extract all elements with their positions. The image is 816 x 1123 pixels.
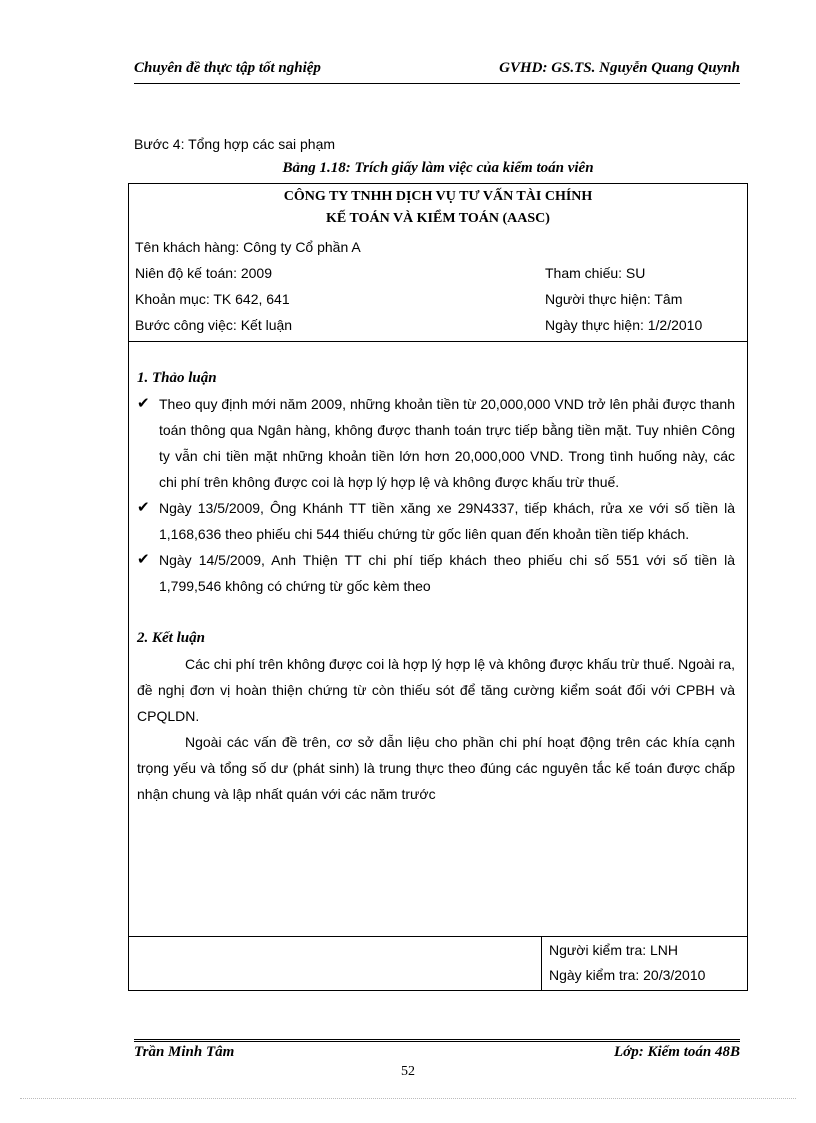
check-icon: ✔ (137, 551, 150, 568)
list-item (137, 547, 735, 599)
client-name: Tên khách hàng: Công ty Cổ phần A (135, 239, 361, 255)
company-name-line2: KẾ TOÁN VÀ KIỂM TOÁN (AASC) (326, 211, 550, 226)
page-header (134, 60, 740, 77)
info-block (135, 234, 741, 338)
author-name: Trần Minh Tâm (134, 1044, 235, 1060)
bullet-text: Ngày 14/5/2009, Anh Thiện TT chi phí tiếp khách theo phiếu chi số 551 với số tiền là 1,799,546 không có chứng từ gốc kèm theo (159, 552, 735, 594)
check-icon: ✔ (137, 395, 150, 412)
discussion-title: 1. Thảo luận (137, 370, 217, 386)
page-number: 52 (401, 1064, 415, 1079)
step-title: Bước 4: Tổng hợp các sai phạm (134, 136, 336, 152)
working-paper (128, 183, 748, 991)
list-item (137, 495, 735, 547)
review-block (549, 938, 705, 988)
review-date: Ngày kiểm tra: 20/3/2010 (549, 967, 706, 983)
perform-date: Ngày thực hiện: 1/2/2010 (545, 317, 703, 333)
review-divider (129, 936, 747, 937)
page-break-line (20, 1098, 796, 1099)
header-left: Chuyên đề thực tập tốt nghiệp (134, 60, 321, 76)
account-item: Khoản mục: TK 642, 641 (135, 291, 290, 307)
reviewer: Người kiểm tra: LNH (549, 942, 679, 958)
conclusion-paragraph-1: Các chi phí trên không được coi là hợp lý hợp lệ và không được khấu trừ thuế. Ngoài ra, đề nghị đơn vị hoàn thiện chứng từ còn thiếu sót để tăng cường kiểm soát đối với CPBH và CPQLDN. (137, 656, 735, 724)
check-icon: ✔ (137, 499, 150, 516)
company-name-line1: CÔNG TY TNHH DỊCH VỤ TƯ VẤN TÀI CHÍNH (283, 189, 593, 204)
page-footer (134, 1044, 740, 1061)
section-divider (129, 341, 747, 342)
bullet-text: Ngày 13/5/2009, Ông Khánh TT tiền xăng xe 29N4337, tiếp khách, rửa xe với số tiền là 1,168,636 theo phiếu chi 544 thiếu chứng từ gốc liên quan đến khoản tiền tiếp khách. (159, 500, 735, 542)
reference: Tham chiếu: SU (545, 265, 646, 281)
header-right: GVHD: GS.TS. Nguyễn Quang Quynh (499, 60, 740, 76)
conclusion-paragraph-2: Ngoài các vấn đề trên, cơ sở dẫn liệu cho phần chi phí hoạt động trên các khía cạnh trọng yếu và tổng số dư (phát sinh) là trung thực theo đúng các nguyên tắc kế toán được chấp nhận chung và lập nhất quán với các năm trước (137, 734, 735, 802)
conclusion-title: 2. Kết luận (137, 630, 205, 646)
header-divider (134, 83, 740, 84)
review-column-divider (541, 936, 542, 990)
list-item (137, 391, 735, 495)
work-step: Bước công việc: Kết luận (135, 317, 293, 333)
table-caption: Bảng 1.18: Trích giấy làm việc của kiểm toán viên (282, 160, 594, 176)
fiscal-period: Niên độ kế toán: 2009 (135, 265, 272, 281)
bullet-text: Theo quy định mới năm 2009, những khoản tiền từ 20,000,000 VND trở lên phải được thanh toán thông qua Ngân hàng, không được thanh toán trực tiếp bằng tiền mặt. Tuy nhiên Công ty vẫn chi tiền mặt những khoản tiền lớn hơn 20,000,000 VND. Trong tình huống này, các chi phí trên không được coi là hợp lý hợp lệ và không được khấu trừ thuế. (159, 396, 735, 490)
performer: Người thực hiện: Tâm (545, 291, 683, 307)
content-body (137, 365, 735, 807)
class-name: Lớp: Kiểm toán 48B (614, 1044, 740, 1060)
